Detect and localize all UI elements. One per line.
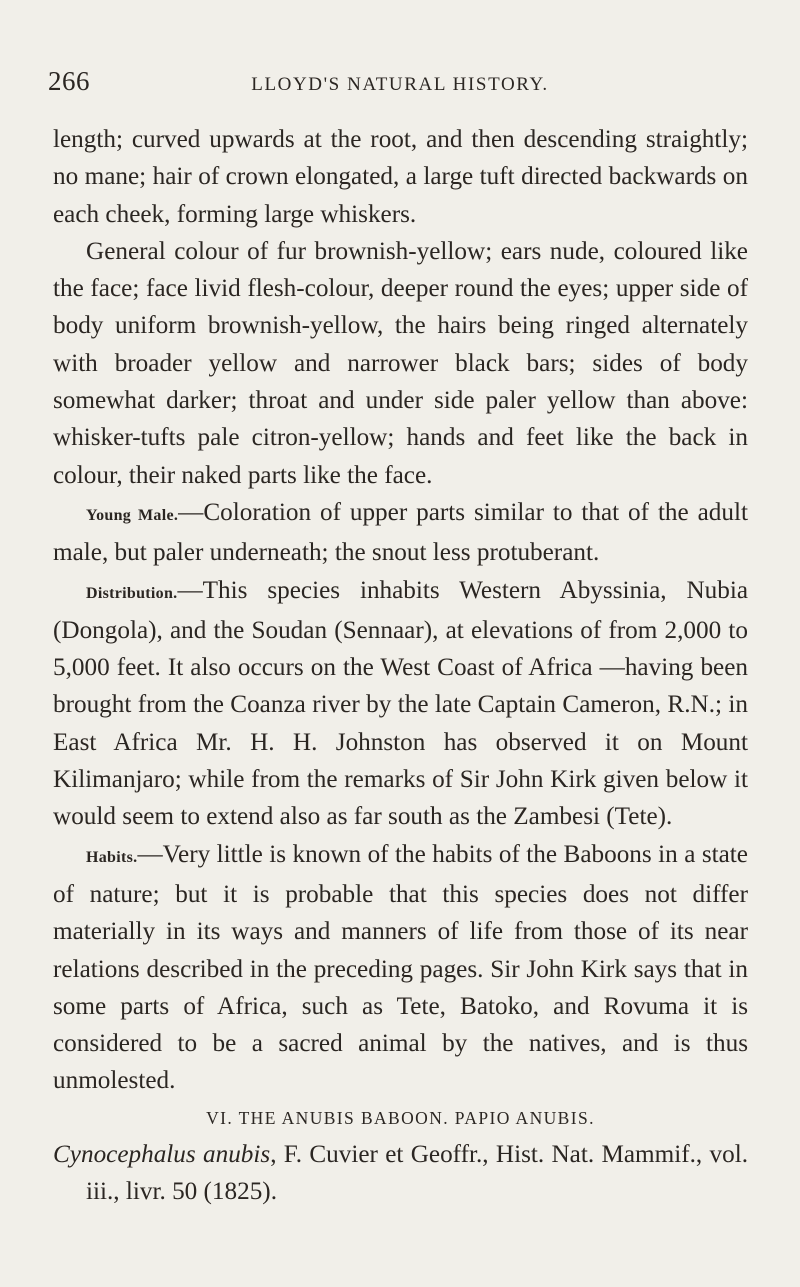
habits-text: —Very little is known of the habits of the Baboons in a state of nature; but it is probable that this species does not differ materially in its ways and manners of life from those of its near relations described in the preceding pages. Sir John Kirk says that in some parts of Africa, such as Tete, Batoko, and Rovuma it is considered to be a sacred animal by the natives, and is thus unmolested. [53, 840, 748, 1095]
synonymy-entry [53, 1136, 748, 1211]
paragraph-habits [53, 836, 748, 1100]
paragraph-description-end: length; curved upwards at the root, and then descending straightly; no mane; hair of crown elongated, a large tuft directed backwards on each cheek, forming large whiskers. [53, 126, 748, 228]
habits-heading: Habits. [86, 848, 138, 866]
paragraph-distribution [53, 572, 748, 836]
paragraph-colour: General colour of fur brownish-yellow; ears nude, coloured like the face; face livid flesh-colour, deeper round the eyes; upper side of body uniform brownish-yellow, the hairs being ringed alternately with broader yellow and narrower black bars; sides of body somewhat darker; throat and under side paler yellow than above: whisker-tufts pale citron-yellow; hands and feet like the back in colour, their naked parts like the face. [53, 237, 748, 489]
paragraph-young-male [53, 494, 748, 572]
synonymy-citation: , F. Cuvier et Geoffr., Hist. Nat. Mammif., vol. iii., livr. 50 (1825). [86, 1140, 748, 1206]
page-number: 266 [48, 66, 90, 96]
body-text [53, 121, 748, 1210]
distribution-text: —This species inhabits Western Abyssinia, Nubia (Dongola), and the Soudan (Sennaar), at elevations of from 2,000 to 5,000 feet. It also occurs on the West Coast of Africa —having been brought from the Coanza river by the late Captain Cameron, R.N.; in East Africa Mr. H. H. Johnston has observed it on Mount Kilimanjaro; while from the remarks of Sir John Kirk given below it would seem to extend also as far south as the Zambesi (Tete). [53, 576, 748, 831]
synonymy-species-name: Cynocephalus anubis [53, 1140, 271, 1168]
section-title: VI. THE ANUBIS BABOON. PAPIO ANUBIS. [206, 1107, 595, 1128]
young-male-text: —Coloration of upper parts similar to that of the adult male, but paler underneath; the snout less protuberant. [53, 498, 748, 567]
young-male-heading: Young Male. [86, 506, 179, 524]
distribution-heading: Distribution. [86, 584, 178, 602]
running-head: LLOYD'S NATURAL HISTORY. [251, 74, 549, 95]
